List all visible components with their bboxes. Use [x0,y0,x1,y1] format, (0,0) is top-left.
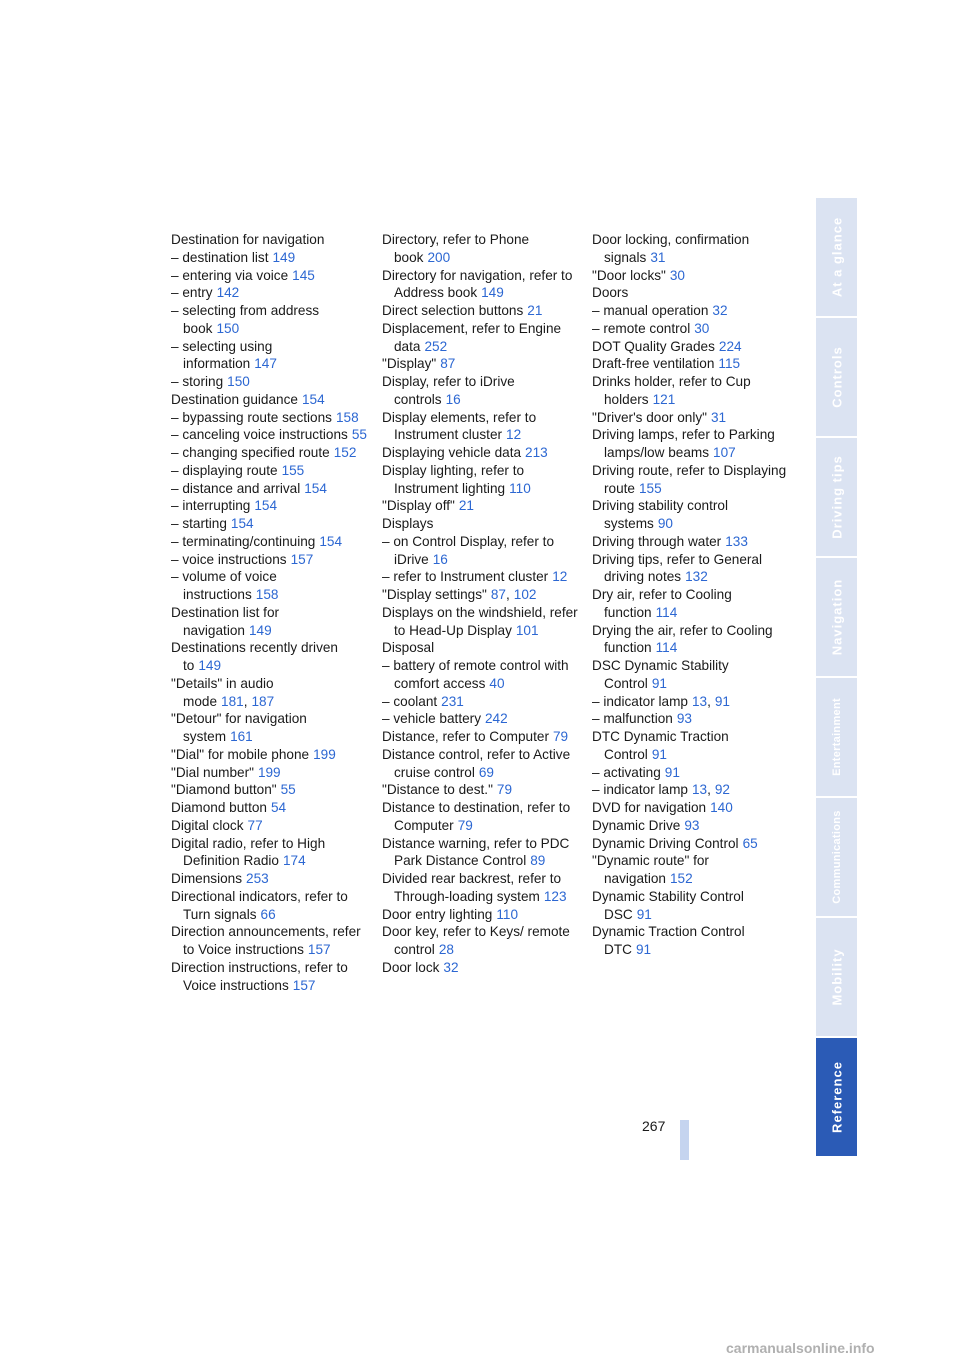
index-entry [592,497,788,533]
page-link[interactable]: 149 [198,658,222,673]
index-entry [171,284,367,302]
page-link[interactable]: 93 [684,817,700,833]
index-entry [171,835,367,871]
index-entry-text: DSC Dynamic Stability Control [592,658,729,691]
index-entry [592,923,788,959]
index-entry-text: – malfunction [592,711,673,727]
page-link[interactable]: 253 [246,871,269,886]
index-entry-text: – indicator lamp [592,782,688,798]
page-link[interactable]: 28 [438,942,454,957]
index-entry [382,639,578,657]
page-link[interactable]: 224 [718,338,742,354]
index-entry [592,710,788,728]
page-link[interactable]: 149 [272,249,296,265]
index-entry [171,409,367,427]
index-entry [382,462,578,498]
page-separator: , [243,693,248,709]
index-entry-text: Disposal [382,640,435,656]
page-number: 267 [642,1118,666,1134]
index-entry-text: "Display off" [382,498,455,514]
page-link[interactable]: 31 [711,409,727,425]
page-link[interactable]: 155 [638,480,662,496]
index-column-1 [171,231,367,994]
index-entry [382,515,578,533]
index-entry-text: Doors [592,285,629,301]
page-link[interactable]: 32 [712,303,728,318]
index-entry [171,480,367,498]
page-link[interactable]: 140 [710,800,733,815]
page-number-bar [680,1120,689,1160]
page-link[interactable]: 132 [685,569,708,585]
index-entry-text: Dynamic Driving Control [592,835,739,851]
index-entry [592,888,788,924]
page-link[interactable]: 66 [260,906,276,922]
index-entry-text: Draft-free ventilation [592,356,715,372]
page-link[interactable]: 123 [543,888,567,904]
page-link[interactable]: 91 [636,906,652,922]
index-entry [171,710,367,746]
page-link[interactable]: 107 [713,445,736,460]
page-link[interactable]: 101 [515,622,539,638]
page-link[interactable]: 79 [552,729,569,744]
index-entry-text: Door lock [382,959,440,975]
index-entry [592,657,788,693]
page-link[interactable]: 91 [651,675,667,691]
index-entry [171,249,367,267]
page-link[interactable]: 161 [230,729,253,744]
index-entry [171,817,367,835]
tab-communications[interactable] [816,798,857,916]
index-entry [592,728,788,764]
index-entry [171,497,367,515]
page-link[interactable]: 87 [490,587,506,602]
index-entry [382,267,578,303]
page-link[interactable]: 149 [248,622,272,638]
page-link[interactable]: 242 [485,711,508,727]
page-link[interactable]: 110 [496,906,518,922]
page-link[interactable]: 231 [441,693,464,709]
index-entry [171,799,367,817]
index-entry [592,355,788,373]
index-entry [171,444,367,462]
index-entry-text: Distance warning, refer to PDC Park Distance Control [382,835,570,869]
index-entry [592,799,788,817]
page-link[interactable]: 145 [292,267,315,283]
page-link[interactable]: 110 [509,480,531,496]
page-link[interactable]: 65 [742,835,758,851]
index-entry-text: – refer to Instrument cluster [382,569,549,585]
index-entry [171,533,367,551]
index-entry [382,373,578,409]
index-entry-text: – terminating/continuing [171,533,316,549]
tab-navigation[interactable] [816,558,857,676]
index-entry [592,338,788,356]
page-link[interactable]: 142 [216,285,240,301]
page-link[interactable]: 187 [251,693,275,709]
index-entry [382,746,578,782]
page-link[interactable]: 114 [655,604,678,620]
index-entry [382,444,578,462]
index-entry-text: "Detour" for navigation system [171,711,307,744]
index-entry [382,781,578,799]
index-entry-text: – bypassing route sections [171,409,332,425]
index-entry [171,870,367,888]
index-entry-text: Directory for navigation, refer to Address book [382,267,573,301]
page-link[interactable]: 121 [652,391,676,407]
page-link[interactable]: 154 [230,516,254,531]
index-entry-text: – destination list [171,249,269,265]
page-link[interactable]: 252 [424,338,448,354]
index-entry [592,409,788,427]
page-link[interactable]: 154 [254,498,278,514]
index-entry [171,746,367,764]
page-link[interactable]: 77 [247,817,263,833]
index-entry [171,781,367,799]
index-entry [171,923,367,959]
index-entry-text: "Dynamic route" for navigation [592,853,709,886]
index-entry-text: Directory, refer to Phone book [382,232,530,265]
index-entry [382,835,578,871]
page-link[interactable]: 30 [669,267,685,283]
page-link[interactable]: 200 [427,249,451,265]
page-link[interactable]: 55 [280,782,296,798]
index-entry [382,497,578,515]
index-entry [171,959,367,995]
page-link[interactable]: 79 [496,782,513,798]
index-entry-text: Dynamic Stability Control DSC [592,888,744,922]
index-entry-text: Displacement, refer to Engine data [382,320,562,354]
page-link[interactable]: 92 [714,782,730,798]
page-link[interactable]: 115 [718,356,741,372]
page-link[interactable]: 21 [458,498,474,514]
index-entry [382,586,578,604]
index-entry [382,923,578,959]
page-link[interactable]: 93 [676,711,692,727]
index-entry-text: – on Control Display, refer to iDrive [382,533,555,567]
index-entry-text: Digital clock [171,817,244,833]
index-entry-text: Direction instructions, refer to Voice instructions [171,959,348,993]
index-entry-text: Driving tips, refer to General driving notes [592,551,762,585]
index-entry [382,710,578,728]
index-entry-text: Direct selection buttons [382,303,524,318]
tab-reference[interactable] [816,1038,857,1156]
page-link[interactable]: 13 [691,693,708,709]
page-link[interactable]: 155 [281,462,305,478]
index-entry [592,284,788,302]
page-link[interactable]: 158 [255,587,279,602]
tab-label: Controls [829,346,844,408]
index-entry [592,817,788,835]
page-link[interactable]: 199 [257,764,281,780]
index-entry-text: – activating [592,764,661,780]
index-entry [171,267,367,285]
page-link[interactable]: 87 [440,356,456,372]
index-entry [592,426,788,462]
index-entry-text: – remote control [592,320,691,336]
page-link[interactable]: 13 [691,782,708,798]
index-entry [382,231,578,267]
index-entry-text: – manual operation [592,303,709,318]
index-entry [382,409,578,445]
index-entry-text: DVD for navigation [592,800,707,815]
index-entry-text: Destinations recently driven to [171,640,338,673]
index-entry [382,604,578,640]
page-link[interactable]: 12 [506,427,522,443]
page-link[interactable]: 154 [301,391,325,407]
index-entry [592,533,788,551]
index-entry-text: "Distance to dest." [382,782,493,798]
page-link[interactable]: 114 [655,640,678,656]
tab-label: Mobility [829,948,844,1006]
index-entry-text: Diamond button [171,800,267,815]
tab-label: At a glance [829,216,844,298]
index-entry [592,693,788,711]
index-entry [382,533,578,569]
index-entry-text: "Display" [382,356,437,372]
page-link[interactable]: 213 [525,445,548,460]
tab-at-a-glance[interactable] [816,198,857,316]
index-entry-text: Driving route, refer to Displaying route [592,462,787,496]
index-entry-text: Drinks holder, refer to Cup holders [592,374,751,407]
index-entry-text: – selecting from address book [171,303,320,336]
index-entry-text: – coolant [382,693,438,709]
index-entry-text: "Diamond button" [171,782,277,798]
index-entry-text: Destination for navigation [171,232,325,247]
index-entry-text: – storing [171,374,224,389]
page-link[interactable]: 54 [270,800,287,815]
index-entry-text: Distance control, refer to Active cruise control [382,746,571,780]
index-entry-text: Drying the air, refer to Cooling function [592,622,773,656]
page-link[interactable]: 40 [489,675,505,691]
index-entry-text: Driving lamps, refer to Parking lamps/low beams [592,427,775,460]
index-entry [592,764,788,782]
tab-label: Driving tips [829,455,844,539]
index-entry [171,391,367,409]
page-link[interactable]: 149 [481,285,504,301]
page-link[interactable]: 89 [530,853,546,869]
page-separator: , [505,587,510,602]
index-entry [171,888,367,924]
index-entry [382,959,578,977]
index-entry-text: Distance, refer to Computer [382,729,549,744]
index-entry-text: Displays on the windshield, refer to Head-Up Display [382,604,578,638]
tab-label: Navigation [829,578,844,656]
index-entry [171,426,367,444]
index-column-3 [592,231,788,959]
index-entry-text: Door entry lighting [382,906,493,922]
index-entry-text: Dry air, refer to Cooling function [592,587,732,620]
index-entry [382,693,578,711]
index-entry [382,870,578,906]
page-link[interactable]: 55 [351,427,367,443]
page-link[interactable]: 154 [319,533,343,549]
index-entry [592,586,788,622]
page-link[interactable]: 102 [513,587,537,602]
index-entry-text: Divided rear backrest, refer to Through-loading system [382,871,562,904]
page-link[interactable]: 21 [527,303,543,318]
index-entry [171,302,367,338]
index-entry [171,373,367,391]
index-entry-text: Displays [382,516,434,531]
page-link[interactable]: 91 [664,764,680,780]
section-tabs [816,198,857,1158]
page-link[interactable]: 152 [669,871,693,886]
page-link[interactable]: 199 [313,746,336,762]
index-entry-text: Direction announcements, refer to Voice instructions [171,924,361,957]
index-entry [382,568,578,586]
page-link[interactable]: 90 [657,516,673,531]
index-entry-text: Display lighting, refer to Instrument lighting [382,462,525,496]
index-entry [592,551,788,587]
index-entry [592,781,788,799]
index-entry-text: – entry [171,285,213,301]
index-entry-text: Directional indicators, refer to Turn signals [171,888,348,922]
page-link[interactable]: 157 [292,977,316,993]
index-entry-text: "Driver's door only" [592,409,707,425]
page-link[interactable]: 150 [227,374,250,389]
index-entry [171,568,367,604]
tab-driving-tips[interactable] [816,438,857,556]
index-entry-text: Dynamic Traction Control DTC [592,924,745,957]
page-separator: , [707,693,711,709]
index-entry-text: – battery of remote control with comfort access [382,658,569,691]
page-link[interactable]: 91 [635,942,652,957]
index-column-2 [382,231,578,977]
index-entry-text: "Details" in audio mode [171,675,274,709]
index-entry [382,799,578,835]
page-link[interactable]: 12 [552,569,568,585]
watermark: carmanualsonline.info [726,1340,875,1356]
page-link[interactable]: 91 [714,693,730,709]
index-entry-text: Dynamic Drive [592,817,681,833]
index-entry [171,515,367,533]
page-link[interactable]: 79 [457,817,473,833]
page-link[interactable]: 181 [221,693,244,709]
index-entry [592,622,788,658]
index-entry [171,338,367,374]
index-entry-text: – distance and arrival [171,480,301,496]
index-entry-text: Driving through water [592,533,722,549]
page-link[interactable]: 30 [694,320,710,336]
index-entry-text: – entering via voice [171,267,289,283]
index-entry-text: – starting [171,516,227,531]
page-link[interactable]: 32 [443,959,459,975]
page-link[interactable]: 157 [307,942,331,957]
index-entry-text: Display elements, refer to Instrument cluster [382,409,537,443]
tab-label: Reference [829,1061,844,1133]
page-link[interactable]: 154 [304,480,327,496]
index-entry-text: – displaying route [171,462,278,478]
index-entry [382,355,578,373]
index-entry-text: "Dial number" [171,764,254,780]
index-entry [592,231,788,267]
page-link[interactable]: 158 [335,409,359,425]
index-entry [171,675,367,711]
index-entry [171,764,367,782]
index-entry [382,302,578,320]
index-entry-text: Driving stability control systems [592,498,728,531]
index-entry [171,551,367,569]
index-entry-text: – canceling voice instructions [171,427,348,443]
index-entry-text: DOT Quality Grades [592,338,715,354]
index-entry-text: – indicator lamp [592,693,688,709]
page-link[interactable]: 16 [432,551,448,567]
index-entry-text: "Dial" for mobile phone [171,746,310,762]
index-entry-text: Door locking, confirmation signals [592,232,750,265]
index-entry-text: Door key, refer to Keys/ remote control [382,924,570,957]
index-entry-text: – selecting using information [171,338,273,372]
page-link[interactable]: 91 [651,746,667,762]
page-separator: , [707,782,711,798]
index-entry-text: Dimensions [171,871,243,886]
page-link[interactable]: 152 [333,445,357,460]
index-entry [382,657,578,693]
tab-mobility[interactable] [816,918,857,1036]
tab-controls[interactable] [816,318,857,436]
tab-entertainment[interactable] [816,678,857,796]
index-entry [382,320,578,356]
page-link[interactable]: 69 [478,764,494,780]
index-entry-text: "Display settings" [382,587,487,602]
page-link[interactable]: 157 [290,551,314,567]
index-entry-text: – vehicle battery [382,711,481,727]
tab-label: Entertainment [830,698,843,776]
index-entry [592,302,788,320]
index-entry-text: – voice instructions [171,551,287,567]
index-entry-text: Destination list for navigation [171,604,280,638]
index-entry-text: DTC Dynamic Traction Control [592,729,729,762]
index-entry [592,267,788,285]
index-entry [592,462,788,498]
index-entry [592,852,788,888]
index-entry-text: Destination guidance [171,391,298,407]
index-entry-text: Displaying vehicle data [382,445,522,460]
index-entry [382,906,578,924]
index-entry-text: Display, refer to iDrive controls [382,374,515,407]
index-entry-text: "Door locks" [592,267,666,283]
index-entry-text: – volume of voice instructions [171,569,277,602]
index-entry [592,835,788,853]
page-link[interactable]: 31 [650,249,666,265]
page-link[interactable]: 16 [445,391,461,407]
index-entry-text: – interrupting [171,498,251,514]
index-entry [382,728,578,746]
page-link[interactable]: 147 [254,356,277,372]
index-entry [171,462,367,480]
page-link[interactable]: 150 [216,320,240,336]
index-entry-text: Distance to destination, refer to Computer [382,800,571,833]
index-entry [592,373,788,409]
index-entry [592,320,788,338]
page-link[interactable]: 174 [282,853,306,869]
index-entry-text: – changing specified route [171,445,330,460]
index-entry-text: Digital radio, refer to High Definition Radio [171,835,326,869]
tab-label: Communications [830,810,843,904]
index-entry [171,604,367,640]
index-entry [171,639,367,675]
page-link[interactable]: 133 [725,533,748,549]
index-entry [171,231,367,249]
